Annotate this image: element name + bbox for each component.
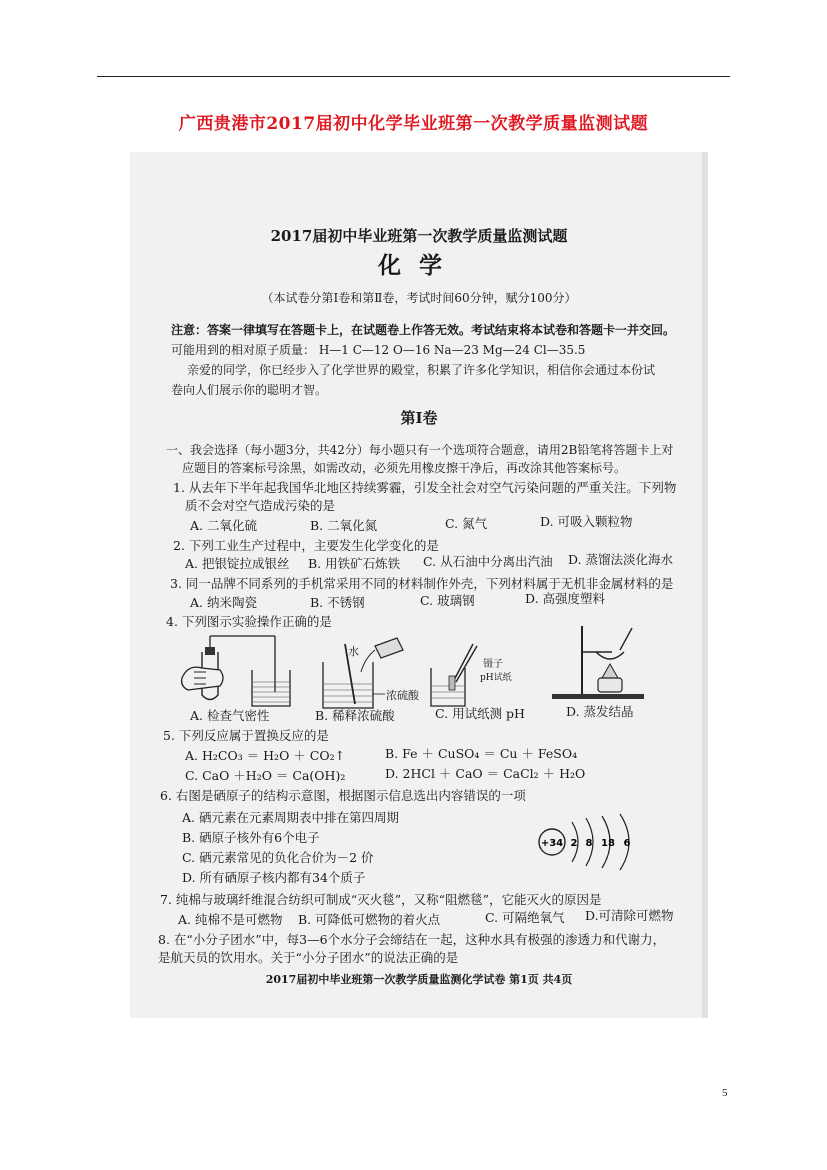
- volume-heading: 第Ⅰ卷: [400, 409, 438, 427]
- exam-notice: 注意：答案一律填写在答题卡上，在试题卷上作答无效。考试结束将本试卷和答题卡一并交回。: [171, 323, 676, 337]
- greeting-line-2: 卷向人们展示你的聪明才智。: [171, 383, 328, 397]
- q1-option-b: B. 二氧化氮: [310, 518, 378, 533]
- question-3: 3. 同一品牌不同系列的手机常采用不同的材料制作外壳，下列材料属于无机非金属材料的是: [170, 576, 674, 591]
- atomic-masses: 可能用到的相对原子质量： H—1 C—12 O—16 Na—23 Mg—24 Cl—35.5: [171, 343, 586, 357]
- q3-option-b: B. 不锈钢: [310, 595, 365, 610]
- figure-c-tweezers-label: 镊子: [483, 659, 503, 670]
- q4-option-d: D. 蒸发结晶: [566, 704, 634, 719]
- selenium-atom-diagram: [534, 812, 654, 874]
- question-1-line-2: 质不会对空气造成污染的是: [185, 498, 336, 513]
- q2-option-a: A. 把银锭拉成银丝: [185, 556, 290, 571]
- page-number: 5: [722, 1087, 728, 1099]
- q6-option-a: A. 硒元素在元素周期表中排在第四周期: [182, 810, 399, 825]
- exam-subject: 化学: [378, 252, 460, 279]
- section-instruction-1: 一、我会选择（每小题3分，共42分）每小题只有一个选项符合题意，请用2B铅笔将答题卡上对: [166, 443, 674, 457]
- question-5: 5. 下列反应属于置换反应的是: [163, 728, 329, 743]
- exam-instructions: （本试卷分第Ⅰ卷和第Ⅱ卷，考试时间60分钟，赋分100分）: [261, 291, 577, 305]
- q6-option-c: C. 硒元素常见的负化合价为－2 价: [182, 850, 374, 865]
- q7-option-b: B. 可降低可燃物的着火点: [298, 912, 441, 927]
- q3-option-d: D. 高强度塑料: [525, 591, 606, 606]
- greeting-line-1: 亲爱的同学，你已经步入了化学世界的殿堂，积累了许多化学知识，相信你会通过本份试: [187, 363, 656, 377]
- q2-option-b: B. 用铁矿石炼铁: [308, 556, 401, 571]
- question-7: 7. 纯棉与玻璃纤维混合纺织可制成“灭火毯”，又称“阻燃毯”，它能灭火的原因是: [160, 892, 602, 907]
- figure-b-water-label: 水: [348, 645, 359, 658]
- q5-option-b: B. Fe ＋ CuSO₄ ＝ Cu ＋ FeSO₄: [385, 746, 578, 761]
- section-instruction-2: 应题目的答案标号涂黑，如需改动，必须先用橡皮擦干净后，再改涂其他答案标号。: [182, 461, 627, 475]
- question-6: 6. 右图是硒原子的结构示意图，根据图示信息选出内容错误的一项: [160, 788, 526, 803]
- exam-footer: 2017届初中毕业班第一次教学质量监测化学试卷 第1页 共4页: [265, 973, 573, 986]
- q6-option-d: D. 所有硒原子核内都有34个质子: [182, 870, 366, 885]
- q6-option-b: B. 硒原子核外有6个电子: [182, 830, 320, 845]
- atom-shell-1: 2: [570, 838, 578, 849]
- document-title: 广西贵港市2017届初中化学毕业班第一次教学质量监测试题: [178, 114, 649, 134]
- q4-option-b: B. 稀释浓硫酸: [315, 708, 395, 723]
- atom-shell-4: 6: [623, 838, 631, 849]
- scanned-exam-page: [130, 152, 708, 1018]
- q1-option-c: C. 氮气: [445, 516, 488, 531]
- figure-c-ph-test: [425, 642, 485, 712]
- exam-heading: 2017届初中毕业班第一次教学质量监测试题: [270, 227, 568, 245]
- q1-option-a: A. 二氧化硫: [190, 518, 257, 533]
- atom-nucleus-charge: +34: [540, 838, 564, 849]
- question-1-line-1: 1. 从去年下半年起我国华北地区持续雾霾，引发全社会对空气污染问题的严重关注。下列物: [173, 480, 677, 495]
- q4-option-a: A. 检查气密性: [190, 708, 270, 723]
- figure-a-airtightness: [180, 630, 295, 712]
- q7-option-d: D.可清除可燃物: [585, 908, 674, 923]
- scan-edge-shadow: [702, 152, 708, 1018]
- q2-option-d: D. 蒸馏法淡化海水: [568, 552, 674, 567]
- q3-option-c: C. 玻璃钢: [420, 593, 475, 608]
- atom-shell-3: 18: [601, 838, 615, 849]
- figure-b-acid-label: 浓硫酸: [386, 689, 419, 702]
- figure-c-ph-paper-label: pH试纸: [480, 673, 512, 683]
- q5-option-c: C. CaO ＋H₂O ＝ Ca(OH)₂: [185, 768, 346, 783]
- q4-option-c: C. 用试纸测 pH: [435, 706, 525, 721]
- q7-option-a: A. 纯棉不是可燃物: [178, 912, 283, 927]
- q5-option-a: A. H₂CO₃ ＝ H₂O ＋ CO₂↑: [185, 748, 346, 763]
- question-8-line-2: 是航天员的饮用水。关于“小分子团水”的说法正确的是: [158, 950, 459, 965]
- q2-option-c: C. 从石油中分离出汽油: [423, 554, 553, 569]
- q1-option-d: D. 可吸入颗粒物: [540, 514, 633, 529]
- question-2: 2. 下列工业生产过程中，主要发生化学变化的是: [173, 538, 439, 553]
- q7-option-c: C. 可隔绝氧气: [485, 910, 565, 925]
- top-rule: [97, 76, 730, 77]
- figure-d-evaporation: [548, 622, 648, 702]
- atom-shell-2: 8: [585, 838, 593, 849]
- q5-option-d: D. 2HCl ＋ CaO ＝ CaCl₂ ＋ H₂O: [385, 766, 586, 781]
- question-8-line-1: 8. 在“小分子团水”中，每3—6个水分子会缔结在一起，这种水具有极强的渗透力和代谢力，: [158, 932, 666, 947]
- question-4: 4. 下列图示实验操作正确的是: [166, 614, 332, 629]
- q3-option-a: A. 纳米陶瓷: [190, 595, 257, 610]
